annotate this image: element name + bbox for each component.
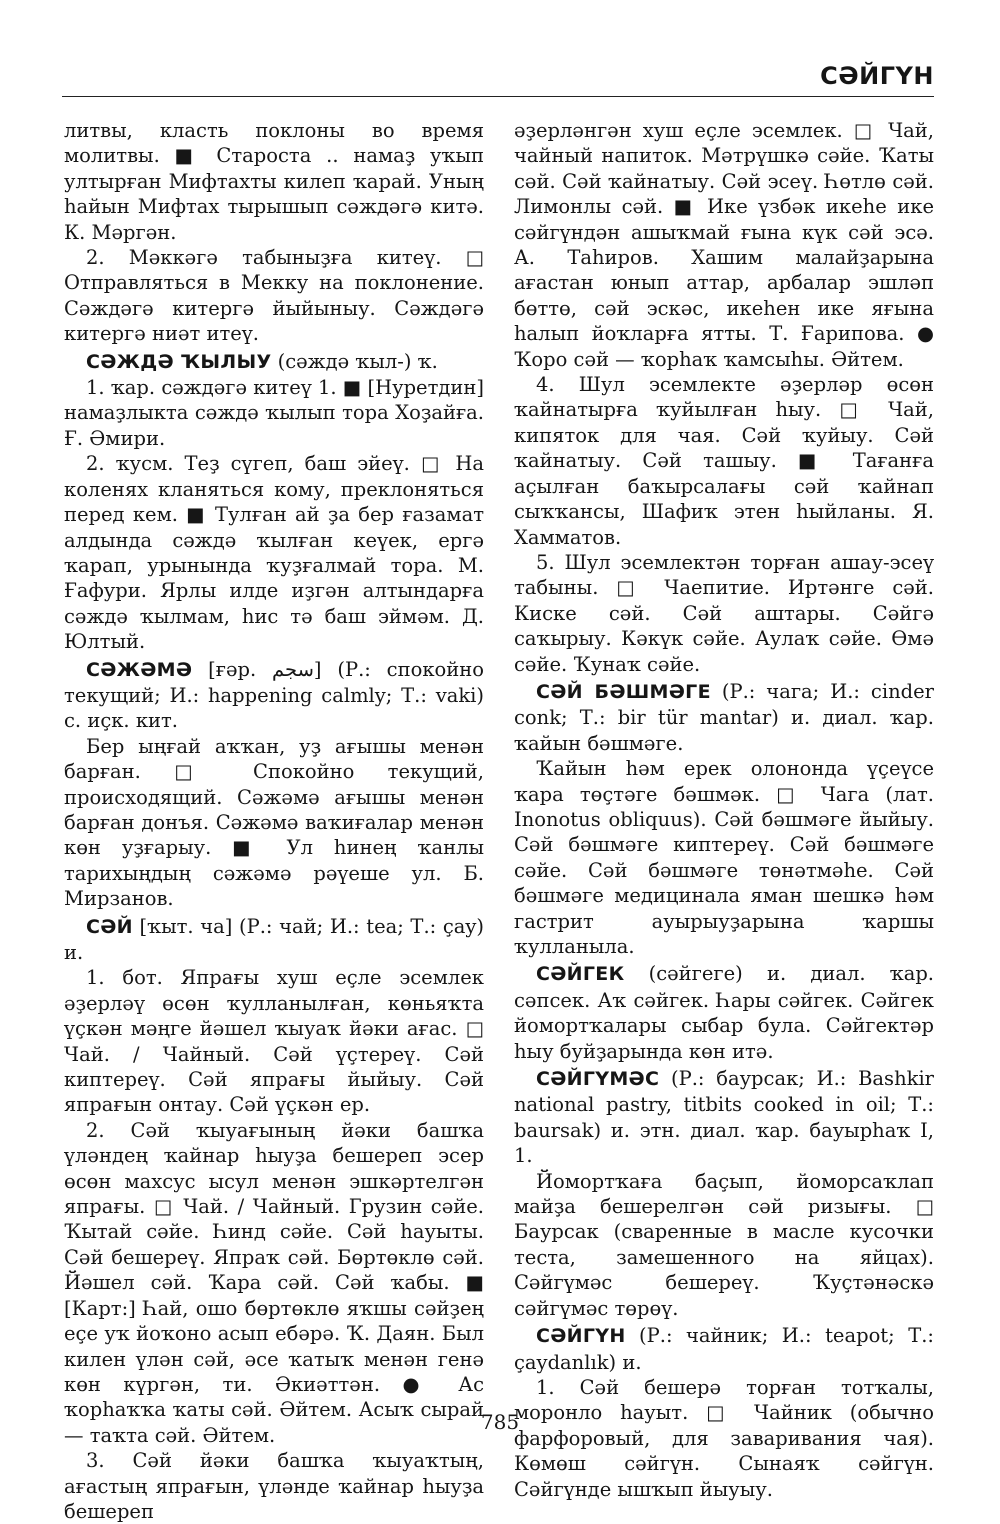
sense-paragraph: 3. Сәй йәки башҡа ҡыуаҡтың, ағастың япрағын, үләнде ҡайнар һыуҙа бешереп <box>64 1449 484 1523</box>
dictionary-entry <box>64 657 484 734</box>
dictionary-entry <box>514 1066 934 1169</box>
entry-text: [ҡыт. ча] (Р.: чай; И.: tea; Т.: çay) и. <box>64 914 485 964</box>
entry-text: (сәждә ҡыл-) ҡ. <box>277 349 438 373</box>
sense-paragraph: 2. ҡусм. Теҙ сүгеп, баш эйеү. □ На коленях кланяться кому, преклоняться перед кем. ■ Тулған ай ҙа бер ғазамат алдында сәждә ҡылған кеүек, ергә ҡарап, урынында ҡуҙғалмай тора. М. Ғафури. Ярлы илде иҙгән алтындарға сәждә ҡылмам, һис тә баш эймәм. Д. Юлтый. <box>64 452 484 654</box>
sense-paragraph: Йомортҡаға баҫып, йоморсаҡлап майҙа бешерелгән сәй ризығы. □ Баурсак (сваренные в масле кусочки теста, замешенного на яйцах). Сәйгүмәс бешереү. Ҡуҫтәнәскә сәйгүмәс төрөү. <box>514 1169 934 1320</box>
right-column <box>514 118 934 1502</box>
header-rule <box>62 96 934 97</box>
sense-paragraph: 1. Сәй бешерә торған тотҡалы, моронло һауыт. □ Чайник (обычно фарфоровый, для заваривания чая). Көмөш сәйгүн. Сынаяҡ сәйгүн. Сәйгүнде ышҡып йыуыу. <box>514 1375 934 1501</box>
sense-paragraph: 1. бот. Япрағы хуш еҫле эсемлек әҙерләү өсөн ҡулланылған, көньяҡта үҫкән мәңге йәшел ҡыуаҡ йәки ағас. □ Чай. / Чайный. Сәй үҫтереү. Сәй киптереү. Сәй япрағы йыйыу. Сәй япрағын онтау. Сәй үҫкән ер. <box>64 966 484 1117</box>
dictionary-entry <box>514 1323 934 1375</box>
page-number: 785 <box>480 1410 520 1434</box>
sense-paragraph: 1. ҡар. сәждәгә китеү 1. ■ [Нуретдин] намаҙлыкта сәждә ҡылып тора Хоҙайға. Ғ. Әмири. <box>64 376 484 450</box>
sense-paragraph: 2. Мәккәгә табыныҙға китеү. □ Отправляться в Мекку на поклонение. Сәждәгә китергә йыйыныу. Сәждәгә китергә ниәт итеү. <box>64 246 484 346</box>
entry-text: (Р.: чайник; И.: teapot; Т.: çaydanlık) и. <box>514 1324 934 1374</box>
dictionary-entry <box>514 679 934 756</box>
headword: СӘЖДӘ ҠЫЛЫУ <box>86 350 272 373</box>
dictionary-entry <box>64 914 484 966</box>
entry-text: (Р.: чага; И.: cinder conk; Т.: bir tür mantar) и. диал. ҡар. ҡайын бәшмәге. <box>514 679 934 755</box>
headword: СӘЙГҮН <box>536 1325 626 1348</box>
sense-paragraph: Бер ыңғай аҡҡан, уҙ ағышы менән барған. □ Спокойно текущий, происходящий. Сәжәмә ағышы менән барған донъя. Сәжәмә ваҡиғалар менән көн уҙғарыу. ■ Ул һинең ҡанлы тарихыңдың сәжәмә рәүеше ул. Б. Мирзанов. <box>64 734 484 911</box>
headword: СӘЙГҮМӘС <box>536 1068 660 1091</box>
headword: СӘЙ БӘШМӘГЕ <box>536 680 711 703</box>
dictionary-entry <box>64 349 484 375</box>
headword: СӘЙ <box>86 915 133 938</box>
running-head: СӘЙГҮН <box>820 62 934 90</box>
left-column <box>64 118 484 1524</box>
sense-paragraph: Ҡайын һәм ерек олононда үҫеүсе ҡара төҫтәге бәшмәк. □ Чага (лат. Inonotus obliquus). Сәй бәшмәге йыйыу. Сәй бәшмәге киптереү. Сәй бәшмәге сәйе. Сәй бәшмәге төнәтмәһе. Сәй бәшмәге медицинала яман шешкә һәм гастрит ауырыуҙарына ҡаршы ҡулланыла. <box>514 757 934 958</box>
headword: СӘЖӘМӘ <box>86 658 193 681</box>
entry-text: [ғәр. سجم] (Р.: спокойно текущий; И.: happening calmly; Т.: vaki) с. иҫк. кит. <box>64 657 484 733</box>
entry-text: (сәйгеге) и. диал. ҡар. сәпсек. Аҡ сәйгек. Һары сәйгек. Сәйгек йомортҡалары сыбар була. Сәйгектәр һыу буйҙарында көн итә. <box>514 962 935 1063</box>
entry-paragraph: әҙерләнгән хуш еҫле эсемлек. □ Чай, чайный напиток. Мәтрүшкә сәйе. Ҡаты сәй. Сәй ҡайнатыу. Сәй эсеү. Һөтлө сәй. Лимонлы сәй. ■ Ике үзбәк икеһе ике сәйгүндән ашыҡмай ғына күк сәй эсә. А. Таһиров. Хашим малайҙарына ағастан юнып аттар, арбалар эшләп бөттө, сәй эскәс, икеһен ике яғына һалып йоҡларға ятты. Т. Ғарипова. ● Ҡоро сәй — ҡорһаҡ ҡамсыһы. Әйтем. <box>514 119 934 371</box>
entry-text: (Р.: баурсак; И.: Bashkir national pastry, titbits cooked in oil; Т.: baursak) и. этн. диал. ҡар. бауырһаҡ I, 1. <box>514 1067 935 1168</box>
sense-paragraph: 4. Шул эсемлекте әҙерләр өсөн ҡайнатырға ҡуйылған һыу. □ Чай, кипяток для чая. Сәй ҡуйыу. Сәй ҡайнатыу. Сәй ташыу. ■ Тағанға аҫылған баҡырсалағы сәй ҡайнап сыҡҡансы, Шафиҡ этен һыйланы. Я. Хамматов. <box>514 373 934 549</box>
sense-paragraph: 2. Сәй ҡыуағының йәки башҡа үләндең ҡайнар һыуҙа бешереп эсер өсөн махсус ысул менән эшкәртелгән япрағы. □ Чай. / Чайный. Грузин сәйе. Ҡытай сәйе. Һинд сәйе. Сәй һауыты. Сәй бешереү. Япраҡ сәй. Бөртөклө сәй. Йәшел сәй. Ҡара сәй. Сәй ҡабы. ■ [Карт:] Һай, ошо бөртөклө яҡшы сәйҙең еҫе уҡ йоҡоно асып ебәрә. Ҡ. Даян. Был килен үлән сәй, әсе ҡатыҡ менән генә көн күргән, ти. Әкиәттән. ● Ас ҡорһаҡҡа ҡаты сәй. Әйтем. Асыҡ сырай — таҡта сәй. Әйтем. <box>64 1118 484 1447</box>
entry-paragraph: литвы, класть поклоны во время молитвы. ■ Староста .. намаҙ уҡып ултырған Мифтахты килеп ҡарай. Уның һайын Мифтах тырышып сәждәгә китә. К. Мәргән. <box>64 119 484 244</box>
sense-paragraph: 5. Шул эсемлектән торған ашау-эсеү табыны. □ Чаепитие. Иртәнге сәй. Киске сәй. Сәй аштары. Сәйгә саҡырыу. Кәкүк сәйе. Аулаҡ сәйе. Өмә сәйе. Ҡунаҡ сәйе. <box>514 550 934 676</box>
headword: СӘЙГЕК <box>536 963 625 986</box>
dictionary-entry <box>514 961 934 1064</box>
